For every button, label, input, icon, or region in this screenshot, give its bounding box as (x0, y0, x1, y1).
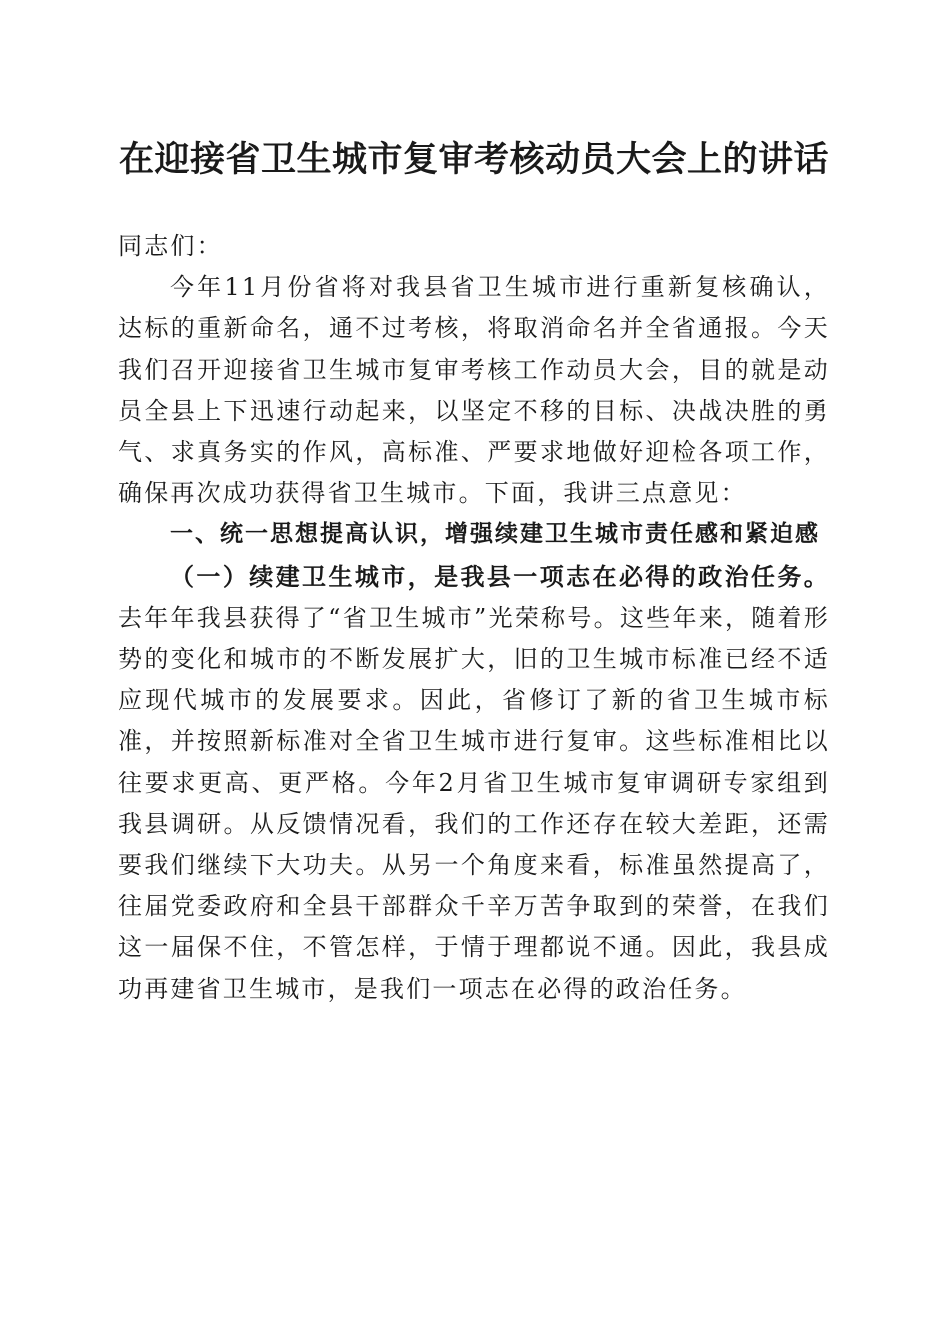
subsection-paragraph-1 (118, 556, 830, 1010)
intro-paragraph: 今年11月份省将对我县省卫生城市进行重新复核确认，达标的重新命名，通不过考核，将取消命名并全省通报。今天我们召开迎接省卫生城市复审考核工作动员大会，目的就是动员全县上下迅速行动起来，以坚定不移的目标、决战决胜的勇气、求真务实的作风，高标准、严要求地做好迎检各项工作，确保再次成功获得省卫生城市。下面，我讲三点意见： (118, 273, 830, 508)
subsection-heading-1: （一）续建卫生城市，是我县一项志在必得的政治任务。 (170, 561, 830, 591)
document-title: 在迎接省卫生城市复审考核动员大会上的讲话 (118, 139, 829, 180)
section-heading-1: 一、统一思想提高认识，增强续建卫生城市责任感和紧迫感 (170, 521, 820, 548)
salutation: 同志们： (118, 232, 223, 260)
subsection-body-1: 去年年我县获得了“省卫生城市”光荣称号。这些年来，随着形势的变化和城市的不断发展扩大，旧的卫生城市标准已经不适应现代城市的发展要求。因此，省修订了新的省卫生城市标准，并按照新标准对全省卫生城市进行复审。这些标准相比以往要求更高、更严格。今年2月省卫生城市复审调研专家组到我县调研。从反馈情况看，我们的工作还存在较大差距，还需要我们继续下大功夫。从另一个角度来看，标准虽然提高了，往届党委政府和全县干部群众千辛万苦争取到的荣誉，在我们这一届保不住，不管怎样，于情于理都说不通。因此，我县成功再建省卫生城市，是我们一项志在必得的政治任务。 (118, 603, 830, 1003)
document-body (118, 226, 830, 1010)
